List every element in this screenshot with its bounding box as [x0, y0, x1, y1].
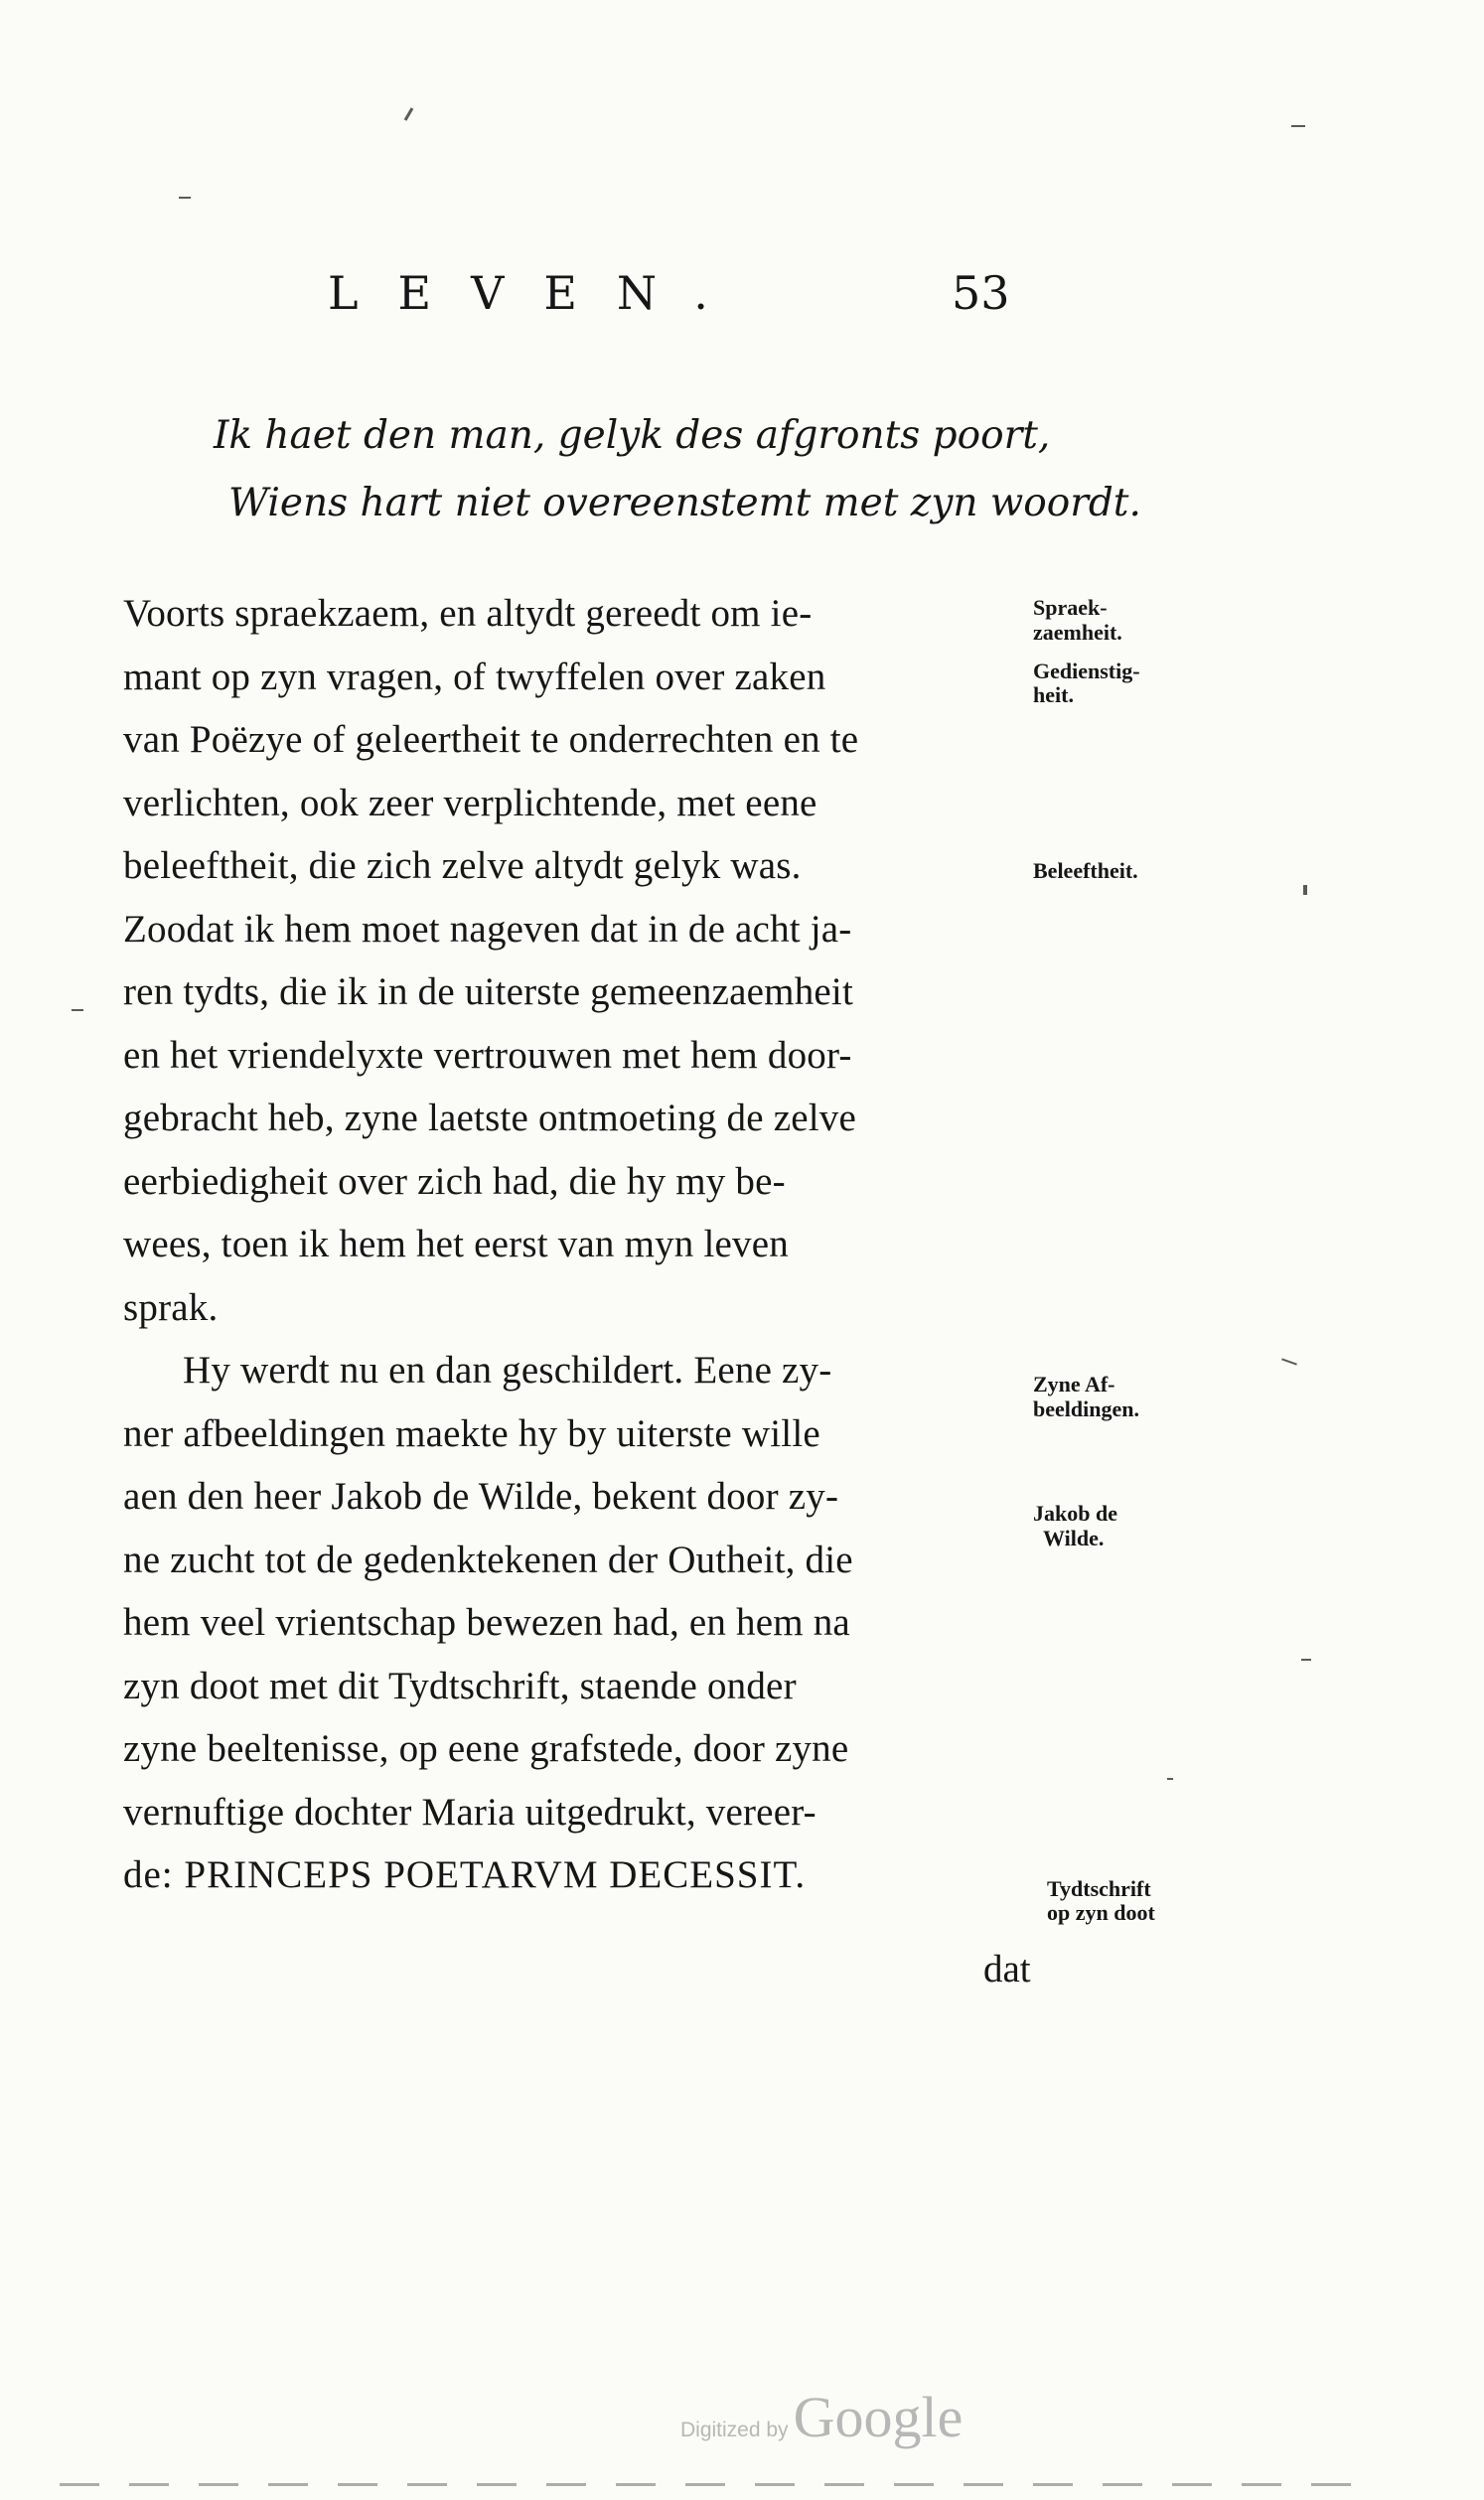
text-line: eerbiedigheit over zich had, die hy my be- — [123, 1159, 786, 1203]
body-text — [123, 582, 1037, 1907]
scan-speck — [1281, 1358, 1297, 1365]
scan-speck — [1291, 125, 1305, 127]
scan-speck — [404, 107, 414, 121]
text-line: sprak. — [123, 1285, 219, 1329]
text-line: zyn doot met dit Tydtschrift, staende onder — [123, 1664, 797, 1707]
text-line: ner afbeeldingen maekte hy by uiterste wille — [123, 1411, 820, 1455]
margin-note: op zyn doot — [1047, 1900, 1155, 1925]
text-line: van Poëzye of geleertheit te onderrechten en te — [123, 718, 859, 761]
margin-note: Spraek- — [1033, 595, 1108, 620]
text-line: Zoodat ik hem moet nageven dat in de acht ja- — [123, 907, 852, 951]
inscription-line — [123, 1843, 1037, 1907]
running-head: LEVEN. — [328, 266, 748, 320]
watermark-small-text: Digitized by — [680, 2419, 789, 2441]
text-line: zyne beeltenisse, op eene grafstede, door zyne — [123, 1727, 849, 1770]
text-line: vernuftige dochter Maria uitgedrukt, vereer- — [123, 1790, 816, 1834]
catchword: dat — [983, 1948, 1031, 1990]
text-line: mant op zyn vragen, of twyffelen over zaken — [123, 655, 826, 698]
text-line: ren tydts, die ik in de uiterste gemeenzaemheit — [123, 970, 853, 1013]
margin-note: Zyne Af- — [1033, 1372, 1115, 1397]
inscription-lead: de: — [123, 1853, 185, 1896]
text-line: hem veel vrientschap bewezen had, en hem na — [123, 1601, 850, 1644]
page-edge — [60, 2483, 1381, 2486]
text-line: gebracht heb, zyne laetste ontmoeting de zelve — [123, 1097, 856, 1139]
inscription-text: PRINCEPS POETARVM DECESSIT. — [184, 1853, 807, 1896]
margin-note: Tydtschrift — [1047, 1876, 1151, 1901]
text-line: en het vriendelyxte vertrouwen met hem door- — [123, 1033, 852, 1077]
margin-note: zaemheit. — [1033, 620, 1122, 645]
margin-note: Jakob de — [1033, 1501, 1117, 1526]
scan-speck — [1303, 885, 1307, 895]
scan-speck — [72, 1009, 83, 1011]
verse-line: Ik haet den man, gelyk des afgronts poort, — [214, 413, 1051, 458]
page-number: 53 — [952, 266, 1010, 320]
text-line: Voorts spraekzaem, en altydt gereedt om ie- — [123, 592, 813, 635]
watermark-logo-text: Google — [793, 2385, 964, 2449]
scan-speck — [179, 197, 191, 199]
margin-note: Gedienstig- — [1033, 659, 1140, 683]
text-line: ne zucht tot de gedenktekenen der Outheit, die — [123, 1538, 853, 1581]
margin-note: heit. — [1033, 682, 1074, 707]
margin-note: Beleeftheit. — [1033, 858, 1138, 883]
text-line: wees, toen ik hem het eerst van myn leven — [123, 1223, 789, 1265]
text-line: Hy werdt nu en dan geschildert. Eene zy- — [183, 1349, 832, 1392]
text-line: verlichten, ook zeer verplichtende, met eene — [123, 781, 817, 824]
text-line: aen den heer Jakob de Wilde, bekent door zy- — [123, 1475, 839, 1518]
text-line: beleeftheit, die zich zelve altydt gelyk was. — [123, 844, 802, 887]
scan-speck — [1167, 1778, 1173, 1780]
scan-speck — [1301, 1659, 1311, 1661]
margin-note: beeldingen. — [1033, 1397, 1139, 1421]
verse-quote — [214, 402, 1141, 537]
digitized-watermark — [680, 2384, 963, 2450]
verse-line: Wiens hart niet overeenstemt met zyn woordt. — [228, 481, 1141, 525]
margin-note: Wilde. — [1043, 1526, 1105, 1550]
